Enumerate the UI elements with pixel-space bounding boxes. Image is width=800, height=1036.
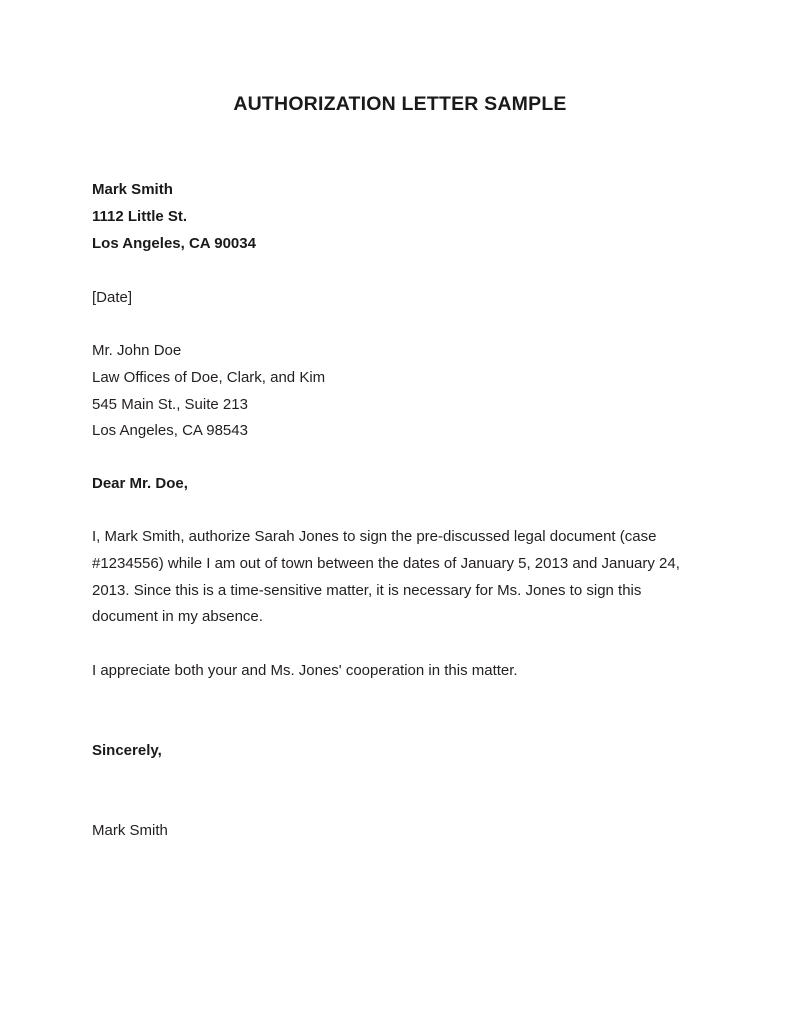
salutation-block [92, 471, 712, 498]
body-paragraph-1-block [92, 524, 710, 631]
recipient-organization: Law Offices of Doe, Clark, and Kim [92, 368, 326, 386]
date-line: [Date] [92, 289, 133, 306]
body-paragraph-1: I, Mark Smith, authorize Sarah Jones to sign the pre-discussed legal document (case #1234556) while I am out of town between the dates of January 5, 2013 and January 24, 2013. Since this is a time-sensitive matter, it is necessary for Ms. Jones to sign this document in my absence. [92, 528, 680, 626]
signature-block [92, 818, 712, 845]
signature-name: Mark Smith [92, 822, 168, 839]
recipient-city-state-zip: Los Angeles, CA 98543 [92, 422, 248, 440]
sender-name: Mark Smith [92, 181, 173, 198]
sender-address-block [92, 177, 712, 257]
body-paragraph-2-block [92, 658, 712, 685]
recipient-name: Mr. John Doe [92, 342, 182, 359]
sender-street: 1112 Little St. [92, 207, 188, 225]
closing-salutation: Sincerely, [92, 742, 162, 759]
page-title: AUTHORIZATION LETTER SAMPLE [233, 93, 567, 115]
closing-block [92, 738, 712, 765]
body-paragraph-2: I appreciate both your and Ms. Jones' cooperation in this matter. [92, 662, 518, 679]
sender-city-state-zip: Los Angeles, CA 90034 [92, 234, 256, 252]
salutation: Dear Mr. Doe, [92, 475, 188, 492]
date-block [92, 285, 712, 312]
recipient-street: 545 Main St., Suite 213 [92, 395, 248, 413]
recipient-address-block [92, 338, 712, 445]
